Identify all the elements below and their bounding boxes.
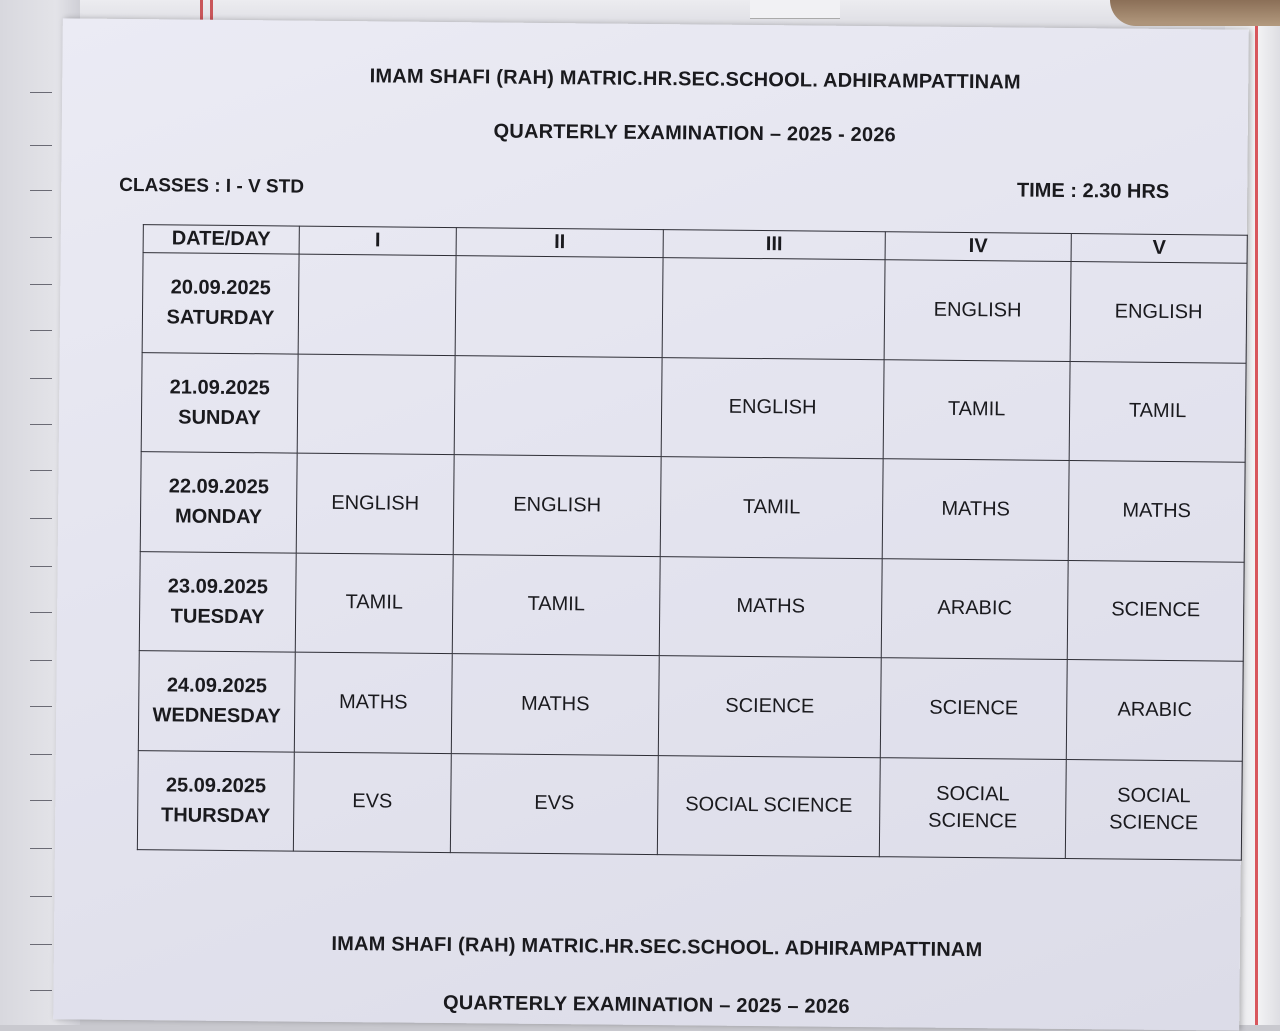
background-object bbox=[1110, 0, 1280, 26]
subject-cell bbox=[298, 254, 456, 355]
day: SUNDAY bbox=[178, 406, 261, 429]
column-header-class-5: V bbox=[1071, 234, 1247, 264]
day: THURSDAY bbox=[160, 804, 271, 828]
subject-cell bbox=[662, 258, 885, 360]
subject-cell: SCIENCE bbox=[658, 656, 881, 758]
subject-cell: MATHS bbox=[294, 652, 452, 753]
footer-exam-title: QUARTERLY EXAMINATION – 2025 – 2026 bbox=[442, 992, 850, 1018]
table-row bbox=[137, 750, 1242, 860]
column-header-class-1: I bbox=[299, 226, 456, 256]
exam-timetable-sheet bbox=[53, 18, 1249, 1030]
day: WEDNESDAY bbox=[152, 704, 281, 728]
subject-cell: TAMIL bbox=[883, 359, 1070, 460]
timetable bbox=[137, 224, 1248, 861]
date-cell bbox=[137, 750, 294, 851]
date-cell bbox=[138, 651, 295, 752]
exam-title: QUARTERLY EXAMINATION – 2025 - 2026 bbox=[493, 120, 897, 147]
subject-cell: TAMIL bbox=[660, 457, 883, 559]
background-margin-line bbox=[210, 0, 213, 22]
classes-label: CLASSES : I - V STD bbox=[119, 174, 305, 198]
subject-cell bbox=[297, 354, 455, 455]
subject-cell: EVS bbox=[450, 753, 658, 854]
subject-cell: TAMIL bbox=[452, 554, 660, 655]
subject-cell: ENGLISH bbox=[884, 260, 1071, 361]
subject-cell: SOCIAL SCIENCE bbox=[1065, 759, 1242, 860]
day: TUESDAY bbox=[170, 605, 265, 629]
date: 21.09.2025 bbox=[169, 376, 270, 400]
date: 20.09.2025 bbox=[170, 276, 271, 300]
table-row bbox=[138, 651, 1243, 761]
date-cell bbox=[141, 352, 298, 453]
subject-cell bbox=[454, 355, 662, 456]
table-row bbox=[141, 352, 1246, 462]
table-row bbox=[139, 551, 1244, 661]
column-header-date: DATE/DAY bbox=[143, 225, 299, 254]
date: 25.09.2025 bbox=[165, 774, 267, 798]
subject-cell: TAMIL bbox=[295, 553, 453, 654]
subject-cell: ARABIC bbox=[1066, 660, 1243, 761]
subject-cell: ENGLISH bbox=[453, 455, 661, 556]
day: MONDAY bbox=[174, 505, 263, 529]
date: 23.09.2025 bbox=[167, 575, 269, 599]
subject-cell: EVS bbox=[293, 752, 451, 853]
date-cell bbox=[142, 253, 299, 354]
subject-cell: MATHS bbox=[659, 556, 882, 658]
subject-cell: MATHS bbox=[882, 459, 1069, 560]
background-paper-scrap bbox=[750, 0, 840, 19]
subject-cell: SOCIAL SCIENCE bbox=[879, 757, 1066, 858]
subject-cell: ENGLISH bbox=[296, 453, 454, 554]
date: 22.09.2025 bbox=[168, 475, 269, 499]
column-header-class-4: IV bbox=[885, 232, 1071, 262]
date-cell bbox=[140, 452, 297, 553]
subject-cell: ENGLISH bbox=[1070, 262, 1247, 363]
subject-cell: SCIENCE bbox=[880, 658, 1067, 759]
subject-cell: SCIENCE bbox=[1067, 560, 1244, 661]
subject-cell: MATHS bbox=[451, 654, 659, 755]
column-header-class-2: II bbox=[456, 228, 663, 258]
footer-school-name: IMAM SHAFI (RAH) MATRIC.HR.SEC.SCHOOL. ADHIRAMPATTINAM bbox=[331, 932, 983, 962]
date: 24.09.2025 bbox=[166, 674, 268, 698]
column-header-class-3: III bbox=[663, 230, 885, 260]
table-row bbox=[140, 452, 1245, 562]
day: SATURDAY bbox=[166, 306, 275, 330]
date-cell bbox=[139, 551, 296, 652]
subject-cell: ENGLISH bbox=[661, 357, 884, 459]
subject-cell bbox=[455, 256, 663, 357]
subject-cell: ARABIC bbox=[881, 558, 1068, 659]
table-row bbox=[142, 253, 1247, 363]
subject-cell: SOCIAL SCIENCE bbox=[657, 755, 880, 857]
subject-cell: TAMIL bbox=[1069, 361, 1246, 462]
subject-cell: MATHS bbox=[1068, 461, 1245, 562]
time-label: TIME : 2.30 HRS bbox=[1016, 179, 1170, 203]
school-name: IMAM SHAFI (RAH) MATRIC.HR.SEC.SCHOOL. ADHIRAMPATTINAM bbox=[369, 65, 1021, 94]
